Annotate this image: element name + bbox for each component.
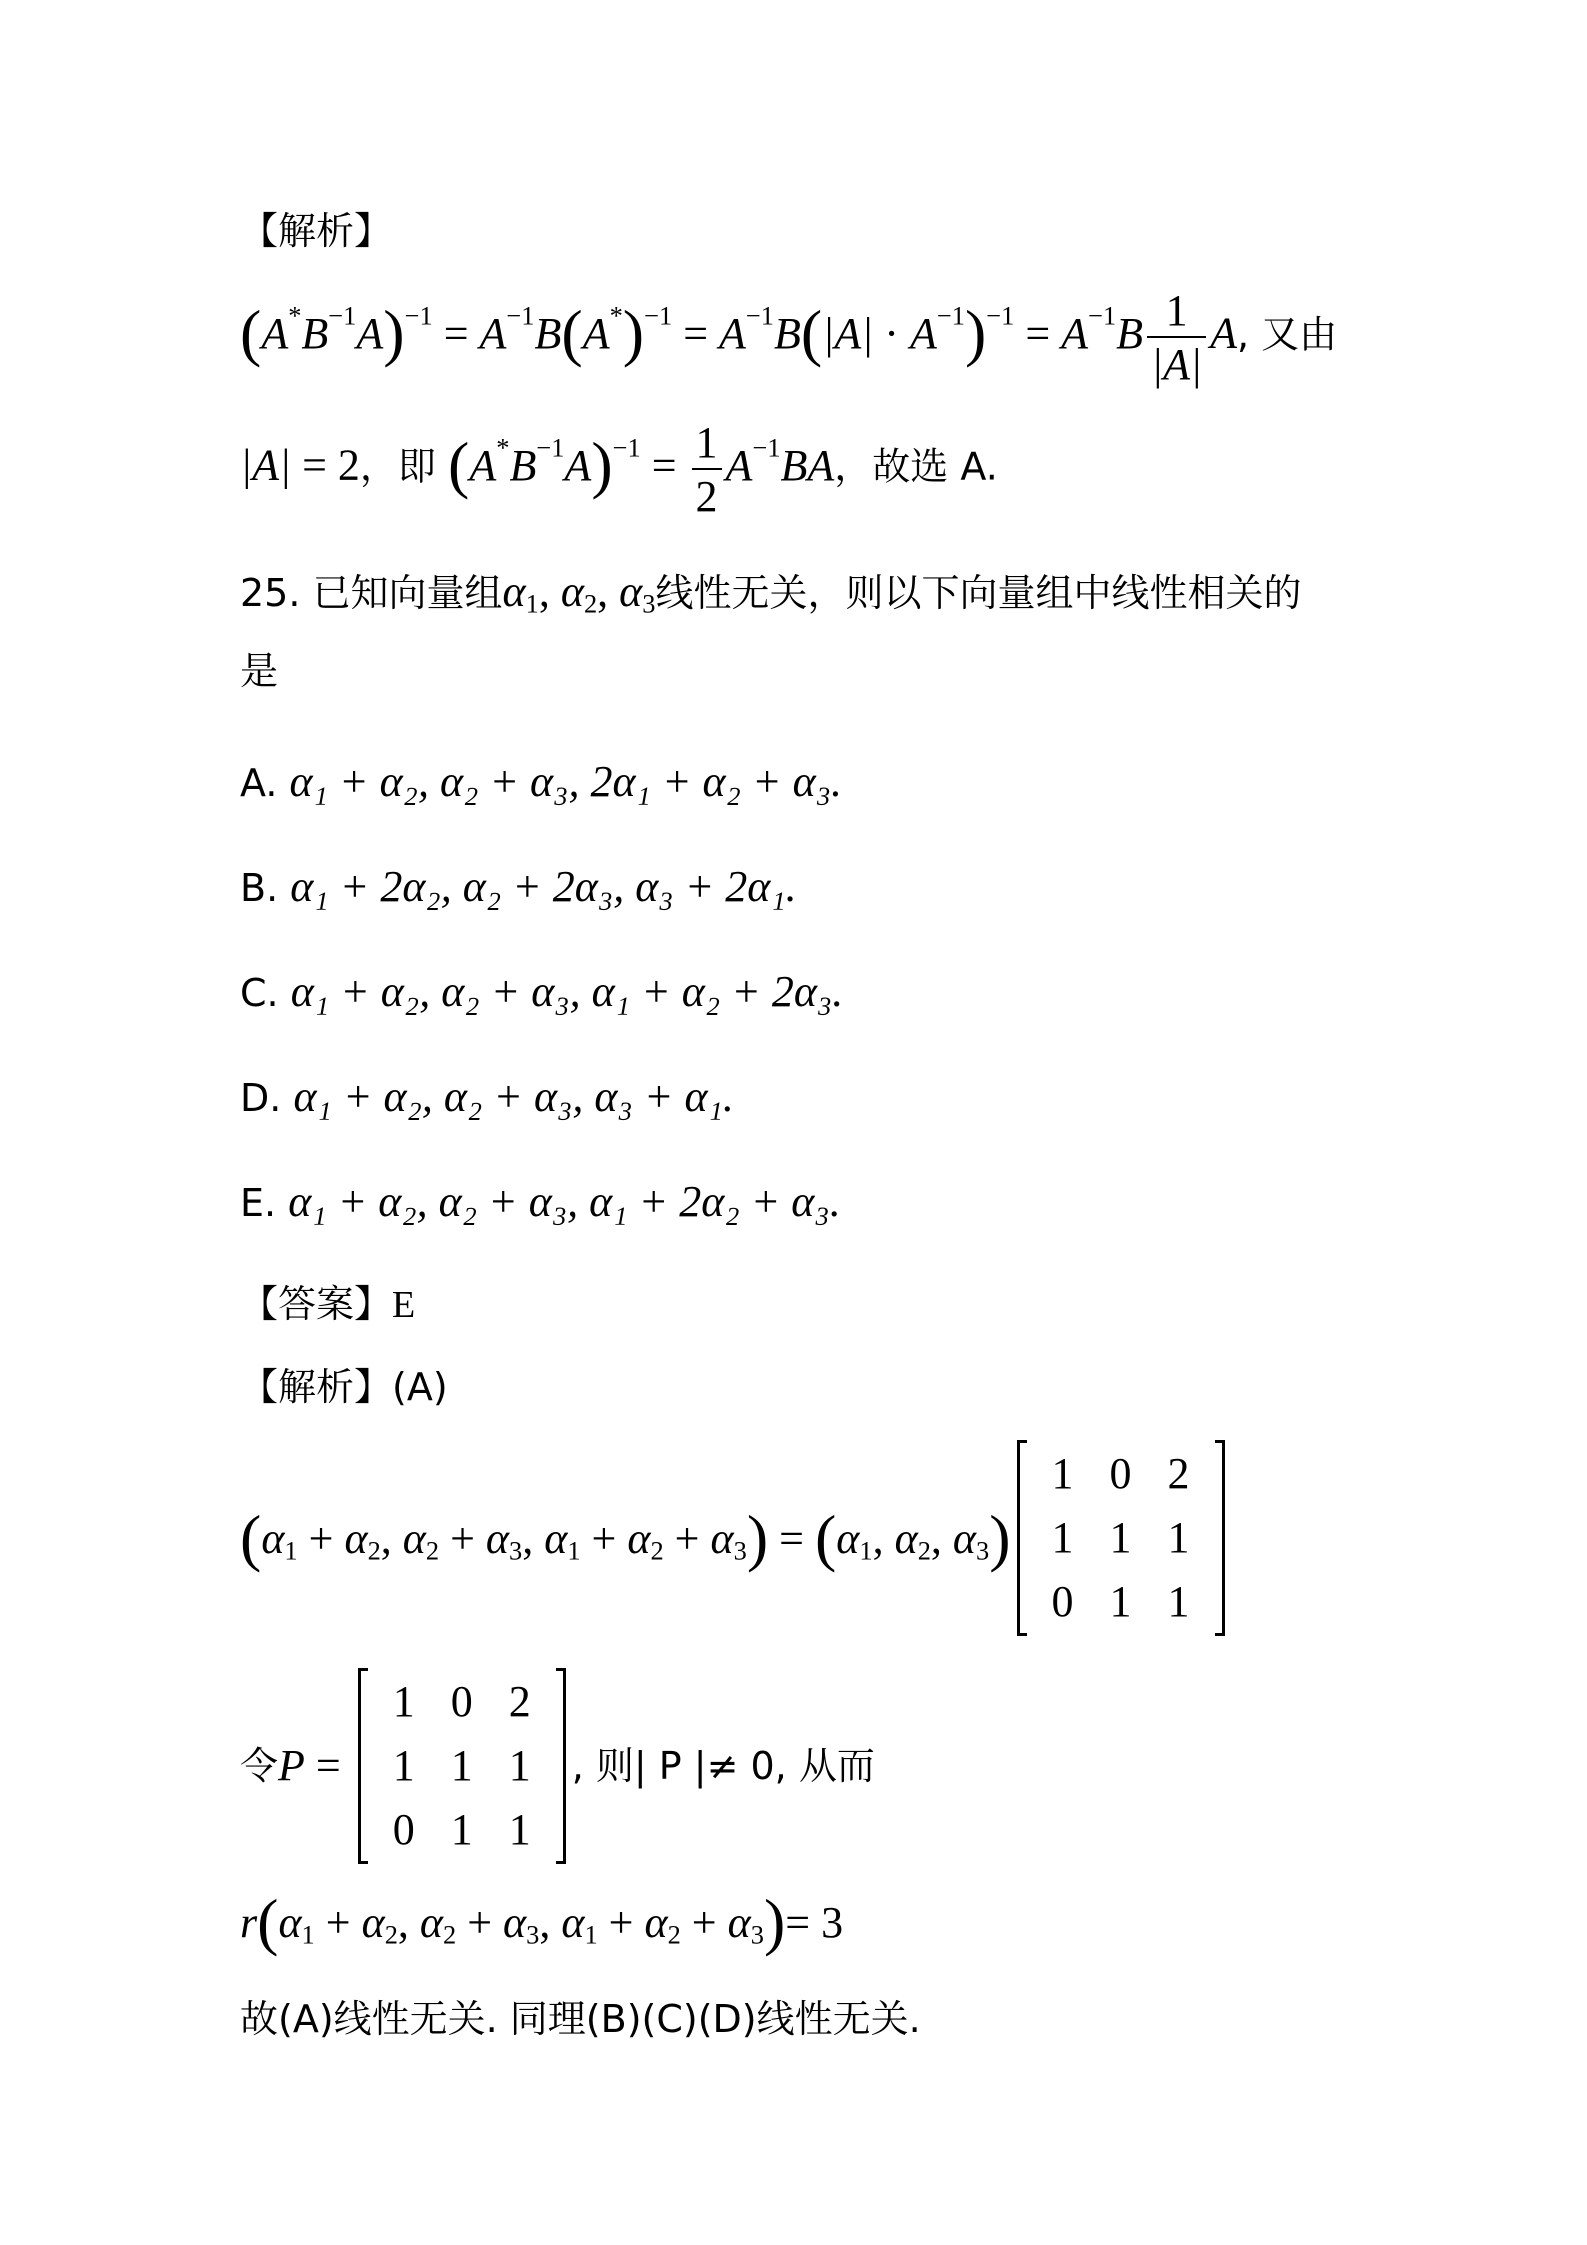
- option-a: [240, 757, 843, 806]
- option-a-letter: A.: [240, 761, 278, 805]
- option-c-letter: C.: [240, 971, 279, 1015]
- option-e: [240, 1177, 841, 1226]
- coefficient-matrix: 1 0 2 1 1 1 0 1 1: [1017, 1440, 1225, 1636]
- equation-result: |A| = 2，即 $(A^*B^{-1}A)^{-1}$ = $\frac{1}{2}$ $A^{-1}BA$，故选 A.: [240, 418, 998, 522]
- option-d: [240, 1072, 734, 1121]
- answer: [240, 1282, 416, 1326]
- matrix-equation: ($\alpha_1 + \alpha_2$, $\alpha_2 + \alpha_3$, $\alpha_1 + \alpha_2 + \alpha_3) = (\alpha_1$, $\alpha_2$, $\alpha_3$) 1 0 2 1 1 1 0 1 1: [240, 1440, 1231, 1636]
- option-b: [240, 862, 797, 911]
- question-25: 25. 已知向量组$\alpha_1$, $\alpha_2$, $\alpha_3$线性无关，则以下向量组中线性相关的: [240, 567, 1302, 619]
- option-b-expr: α₁ + 2α₂, α₂ + 2α₃, α₃ + 2α₁.: [290, 862, 797, 911]
- matrix-p: 1 0 2 1 1 1 0 1 1: [358, 1668, 566, 1864]
- rank-equation: $r(\alpha_1 + \alpha_2$, $\alpha_2 + \alpha_3$, $\alpha_1 + \alpha_2 + \alpha_3)= 3$: [240, 1886, 844, 1957]
- option-e-letter: E.: [240, 1181, 277, 1225]
- question-number: 25.: [240, 571, 301, 615]
- conclusion: 故(A)线性无关. 同理(B)(C)(D)线性无关.: [240, 1997, 921, 2041]
- option-d-expr: α₁ + α₂, α₂ + α₃, α₃ + α₁.: [293, 1072, 734, 1121]
- option-d-letter: D.: [240, 1076, 282, 1120]
- eq2-tail: ，故选 A.: [834, 444, 998, 489]
- option-c-expr: α₁ + α₂, α₂ + α₃, α₁ + α₂ + 2α₃.: [290, 967, 844, 1016]
- answer-value: E: [392, 1284, 416, 1326]
- analysis-suffix-2: (A): [392, 1365, 448, 1409]
- analysis-heading: 【解析】: [240, 209, 393, 253]
- option-a-expr: α₁ + α₂, α₂ + α₃, 2α₁ + α₂ + α₃.: [289, 757, 843, 806]
- question-text-before: 已知向量组: [312, 571, 503, 615]
- let-p-prefix: 令: [240, 1744, 279, 1788]
- analysis-label-2: 【解析】: [240, 1365, 393, 1409]
- question-text-after: 线性无关，则以下向量组中线性相关的: [655, 571, 1302, 615]
- question-text-line2: 是: [240, 649, 279, 693]
- rank-value: = 3: [785, 1898, 844, 1947]
- let-p-suffix: , 则| P |≠ 0, 从而: [571, 1744, 875, 1788]
- option-c: [240, 967, 844, 1016]
- ji-label: 即: [397, 444, 436, 489]
- option-b-letter: B.: [240, 866, 279, 910]
- option-e-expr: α₁ + α₂, α₂ + α₃, α₁ + 2α₂ + α₃.: [288, 1177, 841, 1226]
- eq1-tail: , 又由: [1237, 312, 1338, 357]
- answer-label: 【答案】: [240, 1282, 393, 1326]
- let-p-equation: 令P = 1 0 2 1 1 1 0 1 1 , 则| P |≠ 0, 从而: [240, 1668, 875, 1864]
- analysis-heading-2: [240, 1365, 448, 1409]
- equation-inverse-identity: $(A^*B^{-1}A)^{-1} = A^{-1}B(A^*)^{-1} = A^{-1}B(|A| \cdot A^{-1})^{-1} = A^{-1}B$ $\frac{1}{|A|}$ A, 又由: [240, 286, 1338, 390]
